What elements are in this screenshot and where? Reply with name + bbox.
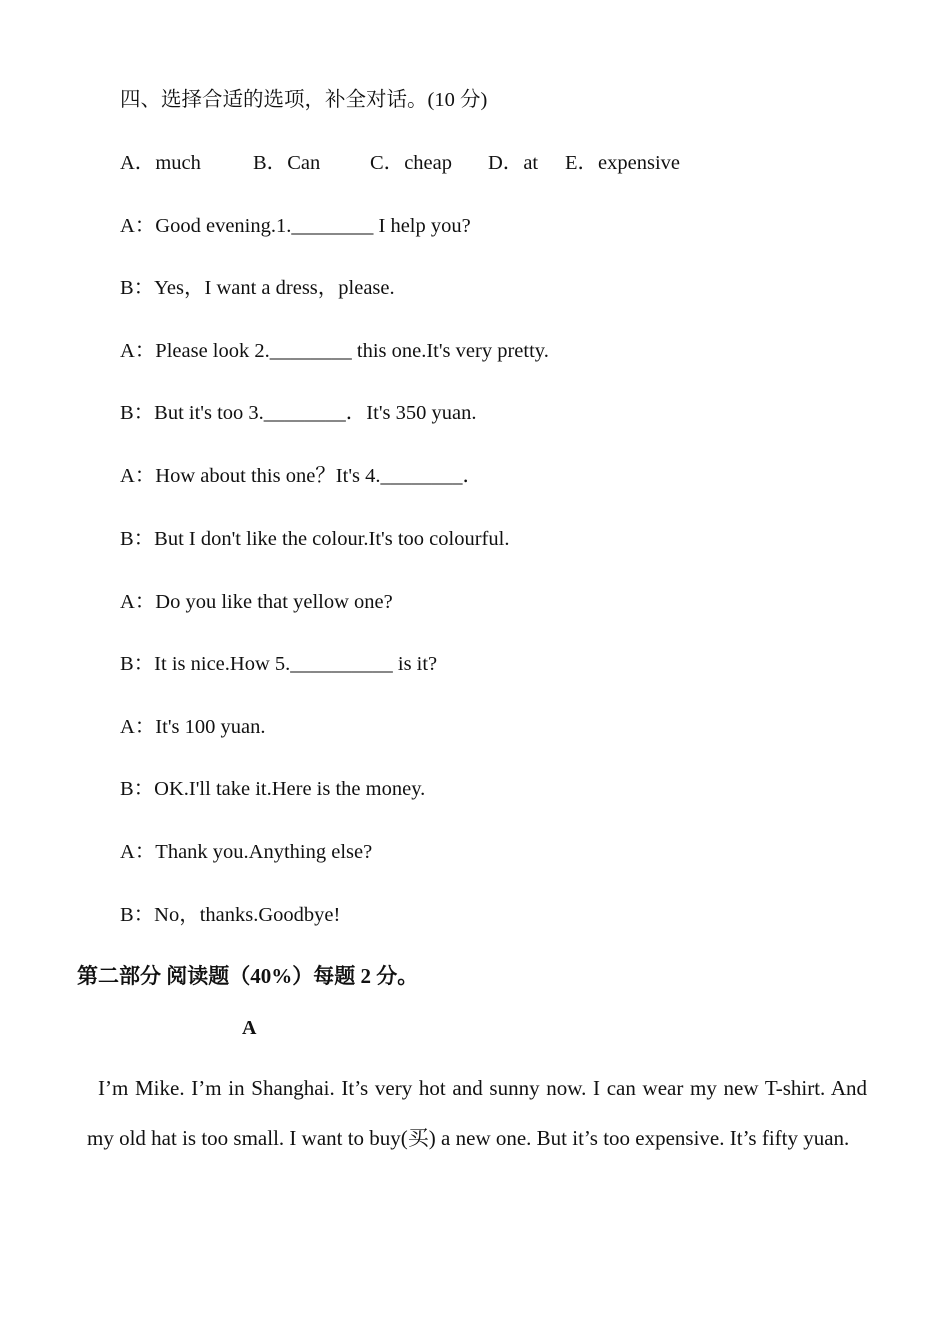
option-e-word: expensive — [598, 152, 681, 174]
dialogue-line: B：It is nice.How 5.__________ is it? — [120, 653, 438, 675]
option-a-word: much — [155, 152, 201, 174]
dialogue-line: B：Yes，I want a dress，please. — [120, 277, 395, 299]
option-d-letter: D． — [488, 152, 524, 174]
option-a — [120, 149, 201, 177]
option-c-word: cheap — [404, 152, 452, 174]
dialogue-line: A：It's 100 yuan. — [120, 716, 266, 738]
passage-a-label: A — [242, 1017, 257, 1039]
option-e-letter: E． — [565, 152, 599, 174]
option-b-word: Can — [287, 152, 321, 174]
option-c-letter: C． — [370, 152, 405, 174]
dialogue-line: B：But it's too 3.________．It's 350 yuan. — [120, 402, 477, 424]
option-b — [253, 149, 320, 177]
dialogue-line: B：OK.I'll take it.Here is the money. — [120, 778, 426, 800]
option-b-letter: B． — [253, 152, 288, 174]
dialogue-line: A：Thank you.Anything else? — [120, 841, 373, 863]
dialogue-line: A：Please look 2.________ this one.It's very pretty. — [120, 340, 549, 362]
option-d — [488, 149, 538, 177]
dialogue-line: A：How about this one？It's 4.________． — [120, 465, 483, 487]
part-2-title: 第二部分 阅读题（40%）每题 2 分。 — [77, 964, 419, 988]
dialogue-line: B：No，thanks.Goodbye! — [120, 904, 341, 926]
dialogue-line: A：Do you like that yellow one? — [120, 591, 393, 613]
dialogue-line: B：But I don't like the colour.It's too colourful. — [120, 528, 510, 550]
passage-a-text: I’m Mike. I’m in Shanghai. It’s very hot and sunny now. I can wear my new T-shirt. And my old hat is too small. I want to buy(买) a new one. But it’s too expensive. It’s fifty yuan. — [87, 1076, 867, 1150]
option-d-word: at — [523, 152, 539, 174]
dialogue-line: A：Good evening.1.________ I help you? — [120, 215, 471, 237]
option-a-letter: A． — [120, 152, 156, 174]
section-4-title: 四、选择合适的选项，补全对话。(10 分) — [120, 89, 488, 111]
option-c — [370, 149, 452, 177]
option-e — [565, 149, 680, 177]
